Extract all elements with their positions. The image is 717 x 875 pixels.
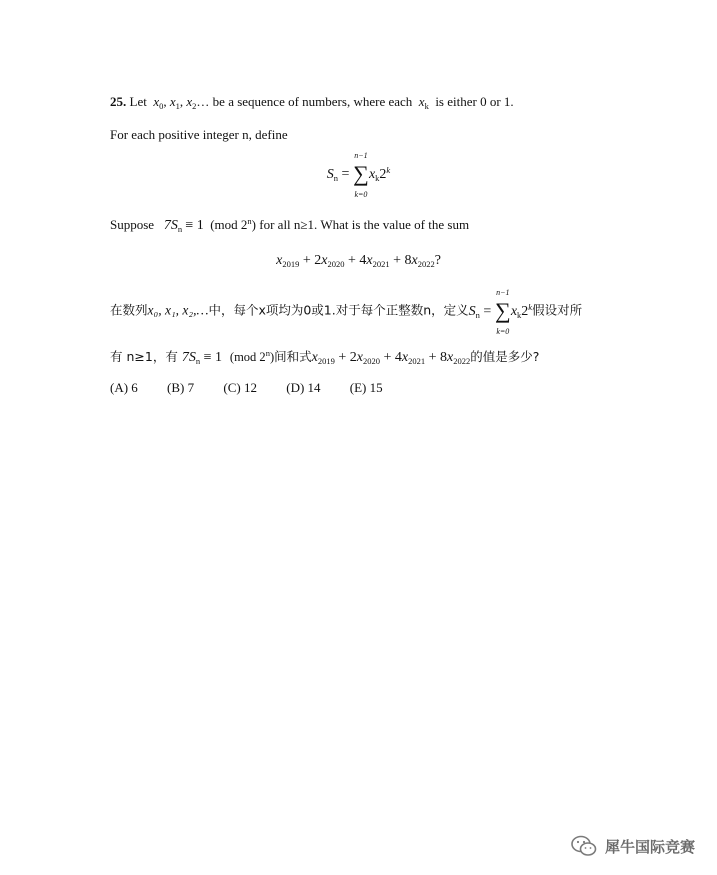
chinese-line-2 [110, 347, 539, 366]
chinese-text: 的值是多少? [470, 349, 540, 364]
condition-rhs: ≡ 1 [185, 218, 204, 233]
seq-x0: $x_0$ [153, 94, 164, 111]
condition-tail: for all n≥1. What is the value of the sum [259, 217, 470, 232]
choice-b: (B) 7 [167, 380, 195, 395]
suppose-line [110, 216, 469, 234]
choice-d: (D) 14 [286, 380, 321, 395]
choice-a: (A) 6 [110, 380, 138, 395]
problem-number: 25. [110, 94, 127, 109]
sum-lower-limit: k=0 [354, 190, 368, 199]
seq-x2: $x_2$ [186, 94, 197, 111]
chinese-condition: $7S_n \equiv 1$ [181, 350, 222, 366]
condition-mod: (mod 2$^n$) [210, 216, 257, 232]
formula-S: $S_n$ [326, 166, 339, 183]
formula-two: 2$^k$ [379, 164, 391, 182]
watermark-text: 犀牛国际竞赛 [604, 837, 695, 856]
problem-statement-line: 25. Let $x_0$, $x_1$, $x_2\dots$ be a sequence of numbers, where each $x_k$ is either 0 or 1. [110, 94, 514, 111]
chinese-target-sum: $x_{2019} + 2x_{2020} + 4x_{2021} + 8x_{2022}$ [311, 350, 471, 366]
target-term: + $4x_{2021}$ [347, 253, 390, 269]
let-text: Let [129, 94, 147, 109]
chinese-text: 中，每个x项均为0或1.对于每个正整数n，定义 [208, 302, 469, 318]
chinese-text: 假设对所 [532, 302, 583, 318]
condition-lhs: $7S_n$ [163, 218, 183, 234]
chinese-mod: (mod 2$^n$) [229, 348, 275, 364]
define-line: For each positive integer n, define [110, 127, 288, 142]
suppose-text: Suppose [110, 217, 155, 232]
answer-choices [110, 380, 409, 396]
wechat-icon [571, 835, 597, 857]
choice-c: (C) 12 [223, 380, 257, 395]
either-text: is either 0 or 1. [435, 94, 514, 109]
chinese-line-1 [110, 288, 583, 336]
chinese-formula: $S_n$ = n−1 ∑ k=0 $x_k2^k$ [468, 288, 533, 336]
choice-e: (E) 15 [349, 380, 383, 395]
seq-tail: … be a sequence of numbers, where each [196, 94, 413, 109]
question-mark: ? [434, 253, 441, 268]
seq-x1: $x_1$ [169, 94, 180, 111]
chinese-text: 有 n≥1，有 [110, 349, 178, 364]
chinese-text: 在数列 [110, 302, 148, 318]
sum-upper-limit: n−1 [354, 151, 368, 160]
target-term: + $2x_{2020}$ [302, 253, 345, 269]
target-sum [0, 253, 717, 269]
target-term: + $8x_{2022}$ [393, 253, 435, 269]
chinese-text: 间和式 [274, 349, 312, 364]
watermark [571, 835, 695, 857]
xk-symbol: $x_k$ [418, 94, 429, 111]
sigma-symbol: n−1 ∑ k=0 [353, 151, 369, 199]
formula-eq: = [341, 166, 350, 182]
chinese-seq: x₀, x₁, x₂,… [147, 302, 209, 318]
sum-formula [0, 151, 717, 199]
formula-xk: $x_k$ [368, 166, 380, 183]
target-term: $x_{2019}$ [276, 253, 300, 269]
